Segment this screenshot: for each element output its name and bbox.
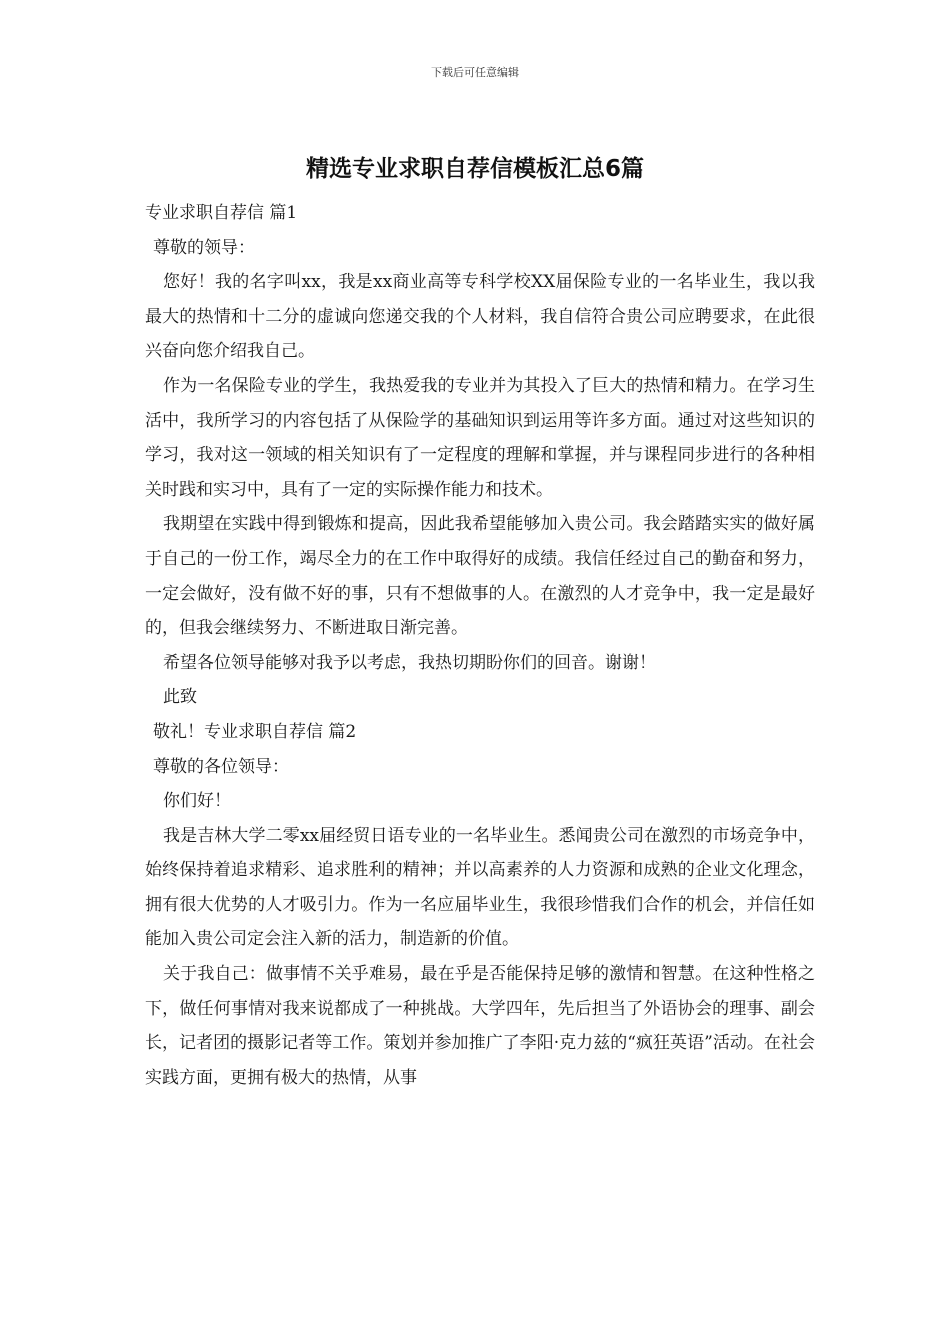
document-body [145, 196, 815, 1095]
section-heading-2: 敬礼！专业求职自荐信 篇2 [153, 721, 357, 742]
header-note: 下载后可任意编辑 [431, 66, 519, 79]
paragraph-study: 作为一名保险专业的学生，我热爱我的专业并为其投入了巨大的热情和精力。在学习生活中，我所学习的内容包括了从保险学的基础知识到运用等许多方面。通过对这些知识的学习，我对这一领域的相关知识有了一定程度的理解和掌握，并与课程同步进行的各种相关时践和实习中，具有了一定的实际操作能力和技术。 [145, 375, 815, 500]
salutation-2: 尊敬的各位领导： [153, 756, 289, 777]
salutation-1: 尊敬的领导： [153, 237, 255, 258]
closing-ci-zhi: 此致 [163, 687, 197, 708]
document-title: 精选专业求职自荐信模板汇总6篇 [305, 156, 644, 182]
paragraph-about-self: 关于我自己：做事情不关乎难易，最在乎是否能保持足够的激情和智慧。在这种性格之下，做任何事情对我来说都成了一种挑战。大学四年，先后担当了外语协会的理事、副会长，记者团的摄影记者等工作。策划并参加推广了李阳·克力兹的“疯狂英语”活动。在社会实践方面，更拥有极大的热情，从事 [145, 964, 815, 1088]
paragraph-introduction-2: 我是吉林大学二零xx届经贸日语专业的一名毕业生。悉闻贵公司在激烈的市场竞争中，始终保持着追求精彩、追求胜利的精神；并以高素养的人力资源和成熟的企业文化理念，拥有很大优势的人才吸引力。作为一名应届毕业生，我很珍惜我们合作的机会，并信任如能加入贵公司定会注入新的活力，制造新的价值。 [145, 825, 815, 950]
greeting-2: 你们好！ [163, 791, 231, 812]
section-heading-1: 专业求职自荐信 篇1 [145, 203, 298, 223]
paragraph-greeting-1: 您好！我的名字叫xx，我是xx商业高等专科学校XX届保险专业的一名毕业生，我以我最大的热情和十二分的虚诚向您递交我的个人材料，我自信符合贵公司应聘要求，在此很兴奋向您介绍我自己。 [145, 272, 815, 362]
paragraph-closing-1: 希望各位领导能够对我予以考虑，我热切期盼你们的回音。谢谢！ [163, 652, 656, 673]
paragraph-expectation: 我期望在实践中得到锻炼和提高，因此我希望能够加入贵公司。我会踏踏实实的做好属于自己的一份工作，竭尽全力的在工作中取得好的成绩。我信任经过自己的勤奋和努力，一定会做好，没有做不好的事，只有不想做事的人。在激烈的人才竞争中，我一定是最好的，但我会继续努力、不断进取日渐完善。 [145, 514, 815, 639]
